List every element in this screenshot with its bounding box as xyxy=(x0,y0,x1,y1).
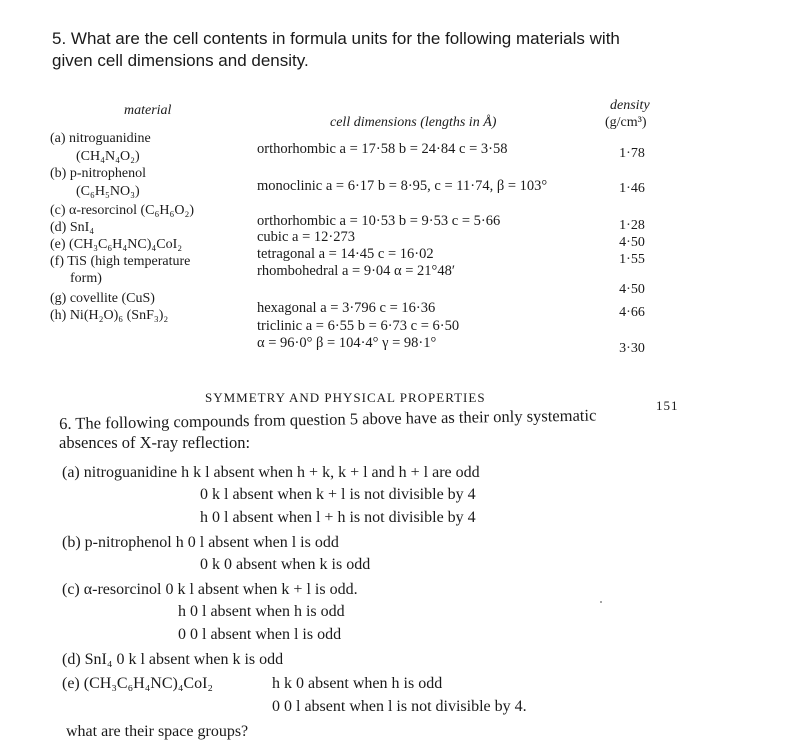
material-f-cont: form) xyxy=(70,271,102,286)
header-cell-dimensions: cell dimensions (lengths in Å) xyxy=(330,115,497,130)
material-a-formula: (CH₄N₄O₂) xyxy=(76,149,140,164)
density-f: 4·50 xyxy=(619,282,645,297)
density-c: 1·28 xyxy=(619,218,645,233)
page-number: 151 xyxy=(656,398,679,413)
closing-question: what are their space groups? xyxy=(66,723,249,740)
density-d: 4·50 xyxy=(619,235,645,250)
answer-e-2: 0 0 l absent when l is not divisible by 4. xyxy=(272,698,527,715)
cell-h: triclinic a = 6·55 b = 6·73 c = 6·50 xyxy=(257,318,460,334)
header-material: material xyxy=(124,103,172,118)
material-c: (c) α-resorcinol (C₆H₆O₂) xyxy=(50,203,195,218)
answer-c-2: h 0 l absent when h is odd xyxy=(178,603,345,620)
answer-c: (c) α-resorcinol 0 k l absent when k + l is odd. xyxy=(62,581,358,598)
density-b: 1·46 xyxy=(619,181,645,196)
answer-a-2: 0 k l absent when k + l is not divisible by 4 xyxy=(200,486,476,503)
cell-d: cubic a = 12·273 xyxy=(257,229,355,245)
density-g: 4·66 xyxy=(619,305,645,320)
cell-a: orthorhombic a = 17·58 b = 24·84 c = 3·58 xyxy=(257,141,508,157)
header-density: density xyxy=(610,98,650,113)
scan-speck xyxy=(600,601,602,603)
answer-e: (e) (CH₃C₆H₄NC)₄CoI₂ xyxy=(62,675,213,692)
answer-b-2: 0 k 0 absent when k is odd xyxy=(200,556,371,573)
material-e: (e) (CH₃C₆H₄NC)₄CoI₂ xyxy=(50,237,183,252)
cell-h-angles: α = 96·0° β = 104·4° γ = 98·1° xyxy=(257,335,437,351)
answer-e-1: h k 0 absent when h is odd xyxy=(272,675,443,692)
density-e: 1·55 xyxy=(619,252,645,267)
question-5-line-1: 5. What are the cell contents in formula units for the following materials with xyxy=(52,29,620,48)
cell-b: monoclinic a = 6·17 b = 8·95, c = 11·74, β = 103° xyxy=(257,178,548,194)
question-6-line-2: absences of X-ray reflection: xyxy=(59,433,251,452)
answer-a-3: h 0 l absent when l + h is not divisible by 4 xyxy=(200,509,476,526)
answer-d: (d) SnI₄ 0 k l absent when k is odd xyxy=(62,651,284,668)
question-5-line-2: given cell dimensions and density. xyxy=(52,51,309,70)
material-d: (d) SnI₄ xyxy=(50,220,95,235)
material-a: (a) nitroguanidine xyxy=(50,131,151,146)
header-density-units: (g/cm³) xyxy=(605,115,647,130)
running-head-title: SYMMETRY AND PHYSICAL PROPERTIES xyxy=(205,390,486,405)
answer-a: (a) nitroguanidine h k l absent when h + k, k + l and h + l are odd xyxy=(62,464,480,481)
question-6-line-1: 6. The following compounds from question 5 above have as their only systematic xyxy=(59,405,597,433)
cell-e: tetragonal a = 14·45 c = 16·02 xyxy=(257,246,434,262)
density-a: 1·78 xyxy=(619,146,645,161)
answer-c-3: 0 0 l absent when l is odd xyxy=(178,626,342,643)
answer-b: (b) p-nitrophenol h 0 l absent when l is odd xyxy=(62,534,339,551)
material-h: (h) Ni(H₂O)₆ (SnF₃)₂ xyxy=(50,308,169,323)
density-h: 3·30 xyxy=(619,341,645,356)
material-g: (g) covellite (CuS) xyxy=(50,291,155,306)
cell-g: hexagonal a = 3·796 c = 16·36 xyxy=(257,300,436,316)
material-b-formula: (C₆H₅NO₃) xyxy=(76,184,140,199)
cell-f: rhombohedral a = 9·04 α = 21°48′ xyxy=(257,263,456,279)
material-f: (f) TiS (high temperature xyxy=(50,254,191,269)
material-b: (b) p-nitrophenol xyxy=(50,166,147,181)
cell-c: orthorhombic a = 10·53 b = 9·53 c = 5·66 xyxy=(257,213,501,229)
